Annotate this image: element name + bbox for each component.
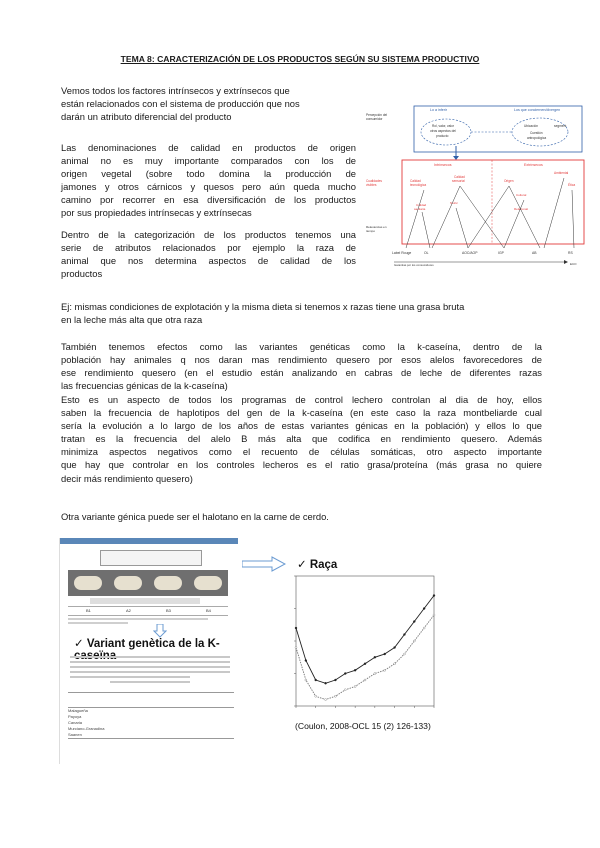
text-line: darán un atributo diferencial del producto (61, 111, 232, 123)
svg-text:Garantías por los consumidores: Garantías por los consumidores (394, 263, 434, 267)
svg-text:RS: RS (568, 251, 573, 255)
svg-text:Ubicación: Ubicación (524, 124, 538, 128)
data-point (394, 647, 396, 649)
svg-text:sensorial: sensorial (452, 179, 465, 183)
cheese-label: B3 (166, 608, 171, 613)
data-point (315, 679, 317, 681)
paragraph-halotano (61, 510, 542, 523)
svg-text:ECO: ECO (570, 262, 577, 266)
text-line: población hay animales q nos daran mas rendimiento quesero por esos alelos favorecedores de (61, 354, 542, 366)
allele-table (68, 692, 234, 739)
svg-text:producto: producto (436, 134, 449, 138)
svg-text:Calidad: Calidad (410, 179, 421, 183)
svg-text:AB: AB (532, 251, 537, 255)
paragraph-ejemplo (61, 300, 542, 326)
cheese-photo (154, 576, 182, 590)
series-line-B (296, 615, 434, 700)
data-point (315, 695, 317, 697)
svg-text:OL: OL (424, 251, 429, 255)
svg-text:Rol, valor, valor: Rol, valor, valor (432, 124, 454, 128)
cheese-photo (114, 576, 142, 590)
svg-text:sanitaria: sanitaria (414, 207, 426, 211)
cheese-label: B1 (86, 608, 91, 613)
data-point (364, 679, 366, 681)
text-line: origen vegetal (sobre todo domina la producción de (61, 168, 356, 180)
data-point (305, 660, 307, 662)
text-line: Ej: mismas condiciones de explotación y la misma dieta si tenemos x razas tiene una grasa bruta (61, 301, 465, 312)
svg-text:Extrínsecos: Extrínsecos (524, 163, 543, 167)
text-line: serie de atributos relacionados por ejemplo la raza de (61, 242, 356, 254)
page-title: TEMA 8: CARACTERIZACIÓN DE LOS PRODUCTOS SEGÚN SU SISTEMA PRODUCTIVO (120, 54, 480, 64)
svg-text:Relevancias en: Relevancias en (366, 225, 387, 229)
data-point (295, 647, 297, 649)
data-point (433, 614, 435, 616)
figure-top-bar (60, 538, 238, 544)
text-line: camino por recorrer en esa diversificación de los productos (61, 194, 356, 206)
paragraph-variantes (61, 340, 542, 392)
svg-text:Los que conciernen/divergen: Los que conciernen/divergen (514, 108, 561, 112)
text-line: en la leche más alta que otra raza (61, 314, 203, 326)
svg-text:Intrínsecos: Intrínsecos (434, 163, 452, 167)
text-line: sería la evolución a lo largo de los años de estas variantes génicas en la población) y ellos lo que (61, 420, 542, 432)
text-line: tratan es la frecuencia del alelo B más alta que codifica en rendimiento quesero. Además (61, 433, 542, 445)
svg-text:tiempo: tiempo (366, 229, 376, 233)
cheese-photo (74, 576, 102, 590)
data-point (305, 679, 307, 681)
data-point (325, 682, 327, 684)
data-point (334, 695, 336, 697)
data-point (403, 634, 405, 636)
data-point (295, 627, 297, 629)
data-point (423, 627, 425, 629)
text-line: productos (61, 268, 103, 280)
data-point (394, 663, 396, 665)
figure-citation: (Coulon, 2008-OCL 15 (2) 126-133) (295, 721, 431, 731)
svg-text:Ambiental: Ambiental (554, 171, 569, 175)
text-line: Otra variante génica puede ser el halotano en la carne de cerdo. (61, 511, 329, 522)
text-line: Esto es un aspecto de todos los programas de control lechero controlan al dia de hoy, ellos (61, 394, 542, 405)
data-point (374, 656, 376, 658)
data-point (384, 669, 386, 671)
cheese-label-row (68, 606, 228, 616)
svg-text:Percepción del: Percepción del (366, 113, 388, 117)
fine-print-block (70, 656, 230, 683)
table-cell: Malagueña (68, 708, 88, 713)
text-line: Las denominaciones de calidad en productos de origen (61, 142, 356, 153)
svg-text:consumidor: consumidor (366, 117, 383, 121)
raca-line-chart (280, 570, 440, 720)
svg-text:Origen: Origen (504, 179, 514, 183)
quality-factors-diagram (364, 100, 586, 268)
data-point (413, 621, 415, 623)
data-point (364, 663, 366, 665)
data-point (384, 653, 386, 655)
data-point (344, 673, 346, 675)
data-point (354, 686, 356, 688)
data-point (433, 595, 435, 597)
data-point (413, 640, 415, 642)
data-point (423, 608, 425, 610)
svg-text:Nutric: Nutric (450, 201, 458, 205)
text-line: decir más rendimiento quesero) (61, 472, 193, 484)
svg-text:Cuestión: Cuestión (530, 131, 543, 135)
text-line: minimiza aspectos negativos como el recuento de células somáticas, otro aspecto importante (61, 446, 542, 458)
svg-text:Lo a inferir: Lo a inferir (430, 108, 447, 112)
paragraph-denominaciones (61, 141, 356, 220)
fine-print-line (68, 618, 208, 620)
svg-text:Calidad: Calidad (454, 175, 465, 179)
svg-text:Ética: Ética (568, 183, 576, 187)
table-cell: Saanen (68, 732, 82, 737)
svg-text:Cultural: Cultural (516, 193, 527, 197)
text-line: saben la frecuencia de haplotipos del gen de la k-caseína (en este caso la raza montbeliarde cual (61, 407, 542, 419)
table-row (68, 732, 234, 739)
table-cell: Canaria (68, 720, 83, 725)
svg-text:otros aspectos del: otros aspectos del (430, 129, 456, 133)
text-line: por sus propiedades intrínsecas y extrínsecas (61, 207, 252, 219)
fine-print-line (68, 622, 128, 624)
cheese-label: B4 (206, 608, 211, 613)
text-line: están relacionados con el sistema de producción que nos (61, 98, 300, 110)
kcaseina-title: ✓ Variant genètica de la K- (74, 638, 220, 650)
paragraph-intro (61, 84, 356, 123)
text-line: animal no es muy importante comparados con los de (61, 155, 356, 167)
svg-text:tecnológica: tecnológica (410, 183, 427, 187)
data-point (334, 679, 336, 681)
svg-text:Calidad: Calidad (416, 203, 427, 207)
raca-title: ✓ Raça (297, 559, 338, 571)
cheese-caption-bar (90, 598, 200, 604)
text-line: que hay que controlar en los controles lecheros es el ratio grasa/proteína (más grasa no quiere (61, 459, 542, 471)
data-point (374, 673, 376, 675)
text-line: las frecuencias génicas de la k-caseína) (61, 380, 228, 392)
table-cell: Murciano-Granadina (68, 726, 105, 731)
kcaseina-panel (59, 538, 238, 764)
data-point (403, 653, 405, 655)
series-line-A (296, 596, 434, 684)
data-point (354, 669, 356, 671)
text-line: También tenemos efectos como las variantes genéticas como la k-caseína, dentro de la (61, 341, 542, 352)
text-line: jamones y otros cárnicos y quesos pero aún queda mucho (61, 181, 356, 193)
svg-text:antropológica: antropológica (527, 136, 547, 140)
svg-text:Relacional: Relacional (514, 207, 529, 211)
cheese-label: A2 (126, 608, 131, 613)
text-line: ese rendimiento quesero (en el estudio están analizando en cabras de leche de diferentes razas (61, 367, 542, 379)
svg-text:Label Rouge: Label Rouge (392, 251, 412, 255)
text-line: animal que nos determina aspectos de calidad de los (61, 255, 356, 267)
figure-caption-box (100, 550, 202, 566)
cheese-photo (194, 576, 222, 590)
svg-text:AOC/AOP: AOC/AOP (462, 251, 478, 255)
paragraph-categorizacion (61, 228, 356, 280)
svg-text:IGP: IGP (498, 251, 504, 255)
paragraph-control-lechero (61, 393, 542, 485)
table-cell: Payoya (68, 714, 82, 719)
data-point (344, 689, 346, 691)
svg-text:segment: segment (554, 124, 567, 128)
text-line: Vemos todos los factores intrínsecos y extrínsecos que (61, 85, 290, 96)
svg-text:Cualidades: Cualidades (366, 179, 382, 183)
data-point (325, 699, 327, 701)
svg-text:visibles: visibles (366, 183, 377, 187)
text-line: Dentro de la categorización de los productos tenemos una (61, 229, 356, 240)
